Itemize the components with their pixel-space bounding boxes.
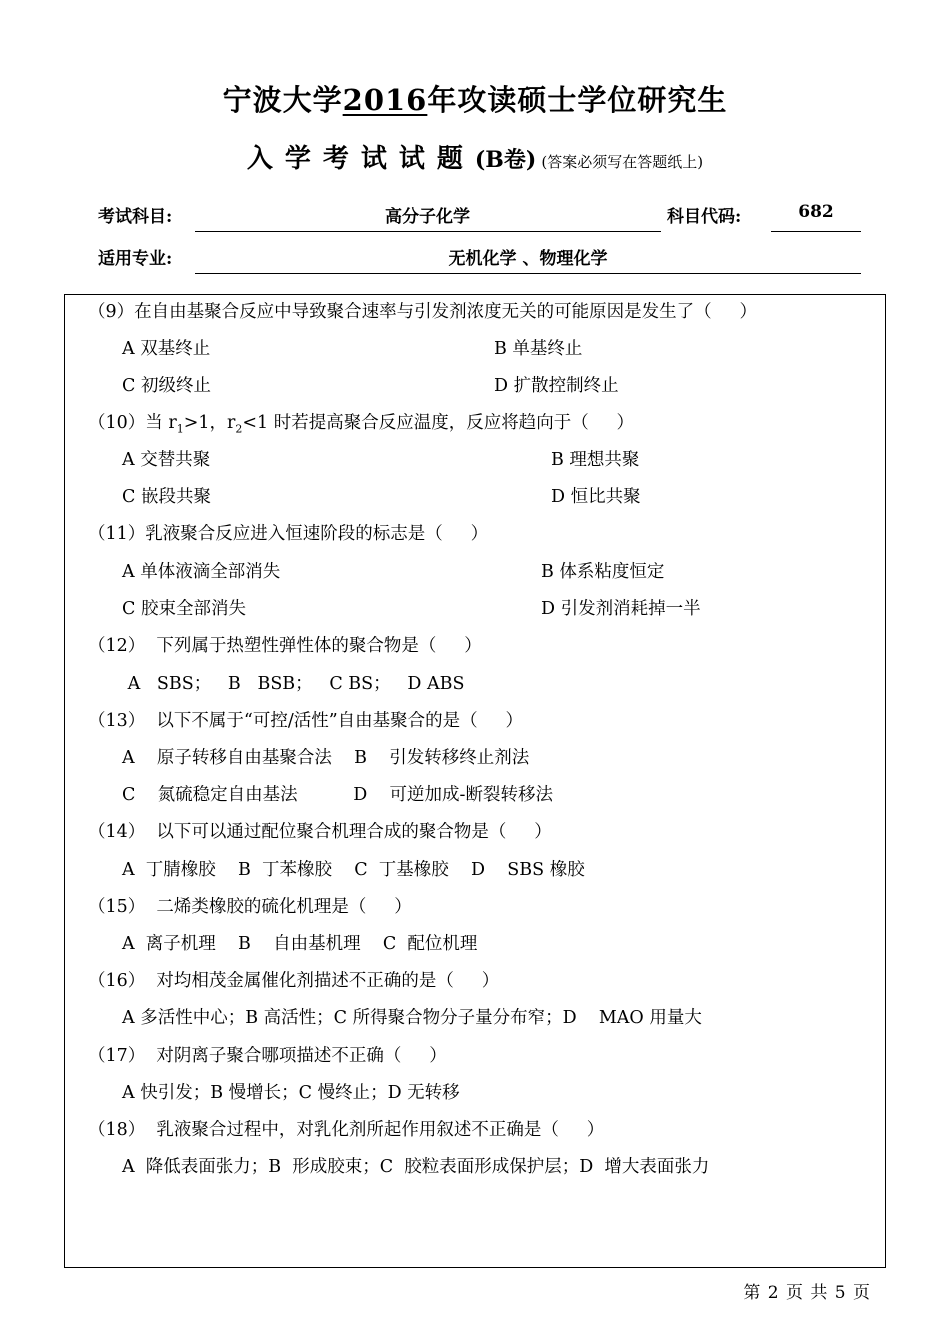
code-label: 科目代码:: [667, 207, 742, 227]
q18-stem: （18） 乳液聚合过程中，对乳化剂所起作用叙述不正确是（ ）: [88, 1120, 605, 1140]
q15-options: A 离子机理 B 自由基机理 C 配位机理: [122, 934, 478, 954]
q10-sub2: 2: [235, 422, 243, 436]
subtitle-note: (答案必须写在答题纸上): [541, 153, 704, 171]
major-value: 无机化学 、物理化学: [448, 249, 608, 269]
q12-options: A SBS； B BSB； C BS； D ABS: [122, 674, 465, 694]
page-number: 第 2 页 共 5 页: [743, 1283, 870, 1303]
q10-option-d: D 恒比共聚: [551, 487, 641, 507]
q9-option-a: A 双基终止: [122, 339, 211, 359]
q14-stem: （14） 以下可以通过配位聚合机理合成的聚合物是（ ）: [88, 822, 552, 842]
q10-option-a: A 交替共聚: [122, 450, 211, 470]
subject-value: 高分子化学: [385, 207, 470, 227]
q15-stem: （15） 二烯类橡胶的硫化机理是（ ）: [88, 897, 412, 917]
q11-option-d: D 引发剂消耗掉一半: [541, 599, 701, 619]
q11-option-b: B 体系粘度恒定: [541, 562, 665, 582]
major-label: 适用专业:: [98, 249, 173, 269]
subtitle-volume: (B卷): [474, 147, 537, 173]
q13-stem: （13） 以下不属于“可控/活性”自由基聚合的是（ ）: [88, 711, 523, 731]
q10-stem-pre: （10）当 r: [88, 413, 177, 433]
title-year: 2016: [342, 83, 428, 117]
q10-option-b: B 理想共聚: [551, 450, 640, 470]
q14-options: A 丁腈橡胶 B 丁苯橡胶 C 丁基橡胶 D SBS 橡胶: [122, 860, 585, 880]
q10-stem-mid: >1，r: [183, 413, 236, 433]
subject-label: 考试科目:: [98, 207, 173, 227]
major-underline: [195, 273, 861, 274]
q9-option-c: C 初级终止: [122, 376, 211, 396]
q16-options: A 多活性中心；B 高活性；C 所得聚合物分子量分布窄；D MAO 用量大: [122, 1008, 702, 1028]
q9-option-b: B 单基终止: [494, 339, 583, 359]
subject-underline: [195, 231, 661, 232]
title-suffix: 年攻读硕士学位研究生: [427, 83, 728, 117]
q10-option-c: C 嵌段共聚: [122, 487, 211, 507]
code-underline: [771, 231, 861, 232]
code-value: 682: [798, 202, 834, 222]
q10-sub1: 1: [176, 422, 184, 436]
q16-stem: （16） 对均相茂金属催化剂描述不正确的是（ ）: [88, 971, 500, 991]
q13-options-1: A 原子转移自由基聚合法 B 引发转移终止剂法: [122, 748, 530, 768]
subtitle-main: 入学考试试题: [246, 144, 475, 174]
q9-stem: （9）在自由基聚合反应中导致聚合速率与引发剂浓度无关的可能原因是发生了（ ）: [88, 302, 757, 322]
q12-stem: （12） 下列属于热塑性弹性体的聚合物是（ ）: [88, 636, 482, 656]
q10-stem: [88, 409, 634, 436]
exam-title: [0, 78, 950, 119]
q13-options-2: C 氮硫稳定自由基法 D 可逆加成-断裂转移法: [122, 785, 553, 805]
q17-options: A 快引发；B 慢增长；C 慢终止；D 无转移: [122, 1083, 460, 1103]
q11-option-a: A 单体液滴全部消失: [122, 562, 281, 582]
exam-subtitle: [0, 138, 950, 175]
q11-option-c: C 胶束全部消失: [122, 599, 246, 619]
q9-option-d: D 扩散控制终止: [494, 376, 619, 396]
q17-stem: （17） 对阴离子聚合哪项描述不正确（ ）: [88, 1046, 447, 1066]
q11-stem: （11）乳液聚合反应进入恒速阶段的标志是（ ）: [88, 524, 489, 544]
q18-options: A 降低表面张力；B 形成胶束；C 胶粒表面形成保护层；D 增大表面张力: [122, 1157, 710, 1177]
q10-stem-post: <1 时若提高聚合反应温度，反应将趋向于（ ）: [242, 413, 635, 433]
title-prefix: 宁波大学: [222, 83, 343, 117]
